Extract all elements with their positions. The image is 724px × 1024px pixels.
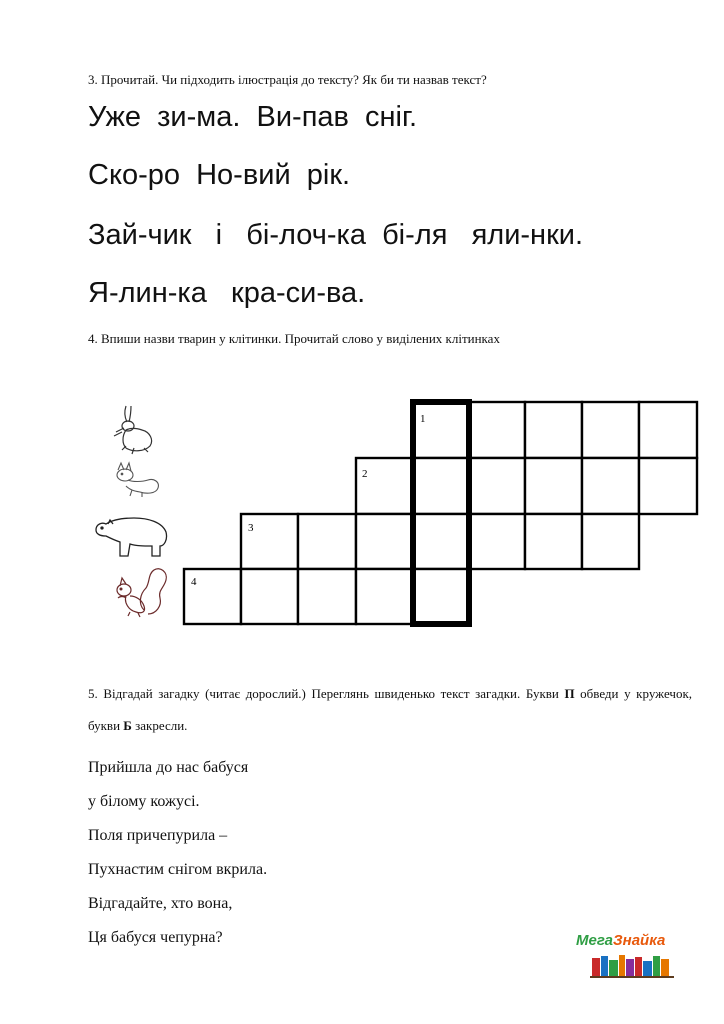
crossword-cell-r2-c8[interactable]	[582, 458, 639, 514]
poem-line-4: Пухнастим снігом вкрила.	[88, 861, 268, 878]
letter-b: Б	[123, 718, 132, 733]
megaznaika-logo	[576, 930, 692, 980]
books-icon	[590, 952, 680, 978]
poem-line-2: у білому кожусі.	[88, 793, 200, 810]
crossword-cell-r3-c7[interactable]	[525, 514, 582, 569]
poem-line-1: Прийшла до нас бабуся	[88, 759, 249, 776]
clue-number-1: 1	[420, 413, 426, 425]
crossword-cell-r1-c7[interactable]	[525, 402, 582, 458]
crossword-cell-r3-c3[interactable]	[298, 514, 356, 569]
poem-line-6: Ця бабуся чепурна?	[88, 929, 223, 946]
crossword-cell-r3-c6[interactable]	[469, 514, 525, 569]
crossword-cell-r4-c5[interactable]	[413, 569, 469, 624]
clue-number-2: 2	[362, 468, 368, 480]
logo-text: МегаЗнайка	[576, 932, 666, 949]
crossword-cell-r2-c5[interactable]	[413, 458, 469, 514]
crossword-cell-r1-c5[interactable]	[413, 402, 469, 458]
crossword-cell-r2-c4[interactable]	[356, 458, 413, 514]
reading-line-4: Я-лин-ка кра-си-ва.	[88, 277, 366, 309]
task5-heading: 5. Відгадай загадку (читає дорослий.) Переглянь швиденько текст загадки. Букви П обведи у кружечок, букви Б закресли.	[88, 686, 693, 733]
clue-number-4: 4	[191, 576, 197, 588]
crossword-cell-r1-c9[interactable]	[639, 402, 697, 458]
crossword-cell-r3-c5[interactable]	[413, 514, 469, 569]
crossword-cell-r1-c8[interactable]	[582, 402, 639, 458]
clue-number-3: 3	[248, 522, 254, 534]
crossword-cell-r3-c8[interactable]	[582, 514, 639, 569]
reading-line-2: Ско-ро Но-вий рік.	[88, 159, 351, 191]
crossword-cell-r2-c9[interactable]	[639, 458, 697, 514]
task4-heading: 4. Впиши назви тварин у клітинки. Прочитай слово у виділених клітинках	[88, 331, 500, 346]
crossword-cell-r4-c3[interactable]	[298, 569, 356, 624]
reading-line-1: Уже зи-ма. Ви-пав сніг.	[88, 101, 418, 133]
reading-line-3: Зай-чик і бі-лоч-ка бі-ля яли-нки.	[88, 219, 584, 251]
letter-p: П	[564, 686, 575, 701]
crossword-cell-r1-c6[interactable]	[469, 402, 525, 458]
crossword-cell-r3-c4[interactable]	[356, 514, 413, 569]
crossword-cell-r2-c7[interactable]	[525, 458, 582, 514]
crossword-cell-r4-c4[interactable]	[356, 569, 413, 624]
task3-heading: 3. Прочитай. Чи підходить ілюстрація до тексту? Як би ти назвав текст?	[88, 72, 487, 87]
poem-line-3: Поля причепурила –	[88, 827, 228, 844]
crossword-cell-r2-c6[interactable]	[469, 458, 525, 514]
crossword-cell-r4-c2[interactable]	[241, 569, 298, 624]
poem-line-5: Відгадайте, хто вона,	[88, 895, 233, 912]
